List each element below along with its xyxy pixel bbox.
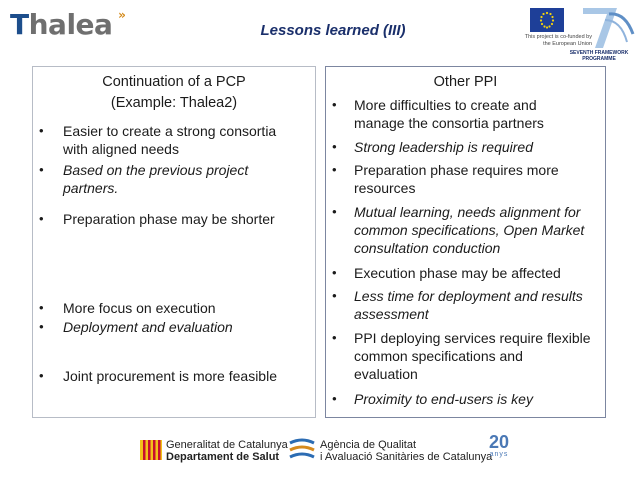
item-line: Execution phase may be affected (354, 265, 561, 281)
item-line: Joint procurement is more feasible (63, 368, 277, 384)
bullet-icon: • (332, 139, 337, 154)
left-bullet-item (39, 318, 311, 336)
aquas-line: Agència de Qualitat (320, 439, 417, 451)
left-heading-line-2: (Example: Thalea2) (110, 95, 238, 111)
item-line: More focus on execution (63, 300, 216, 316)
left-bullet-item (39, 161, 311, 197)
bullet-icon: • (39, 368, 44, 383)
left-panel (32, 66, 316, 418)
right-bullet-item (332, 138, 604, 156)
right-bullet-item (332, 203, 604, 257)
thalea-logo (10, 8, 126, 41)
generalitat-line: Generalitat de Catalunya (166, 439, 288, 451)
generalitat-name (166, 439, 288, 463)
anniversary-label: anys (489, 451, 509, 458)
item-line: consultation conduction (354, 240, 501, 256)
aquas-name (320, 439, 492, 463)
fp7-caption (562, 50, 636, 62)
bullet-icon: • (39, 300, 44, 315)
anniversary-number: 20 (488, 432, 510, 452)
left-bullet-item (39, 299, 311, 317)
bullet-icon: • (39, 162, 44, 177)
fp7-caption-line: PROGRAMME (582, 56, 616, 62)
bullet-icon: • (39, 319, 44, 334)
item-line: common specifications, Open Market (354, 222, 585, 238)
aquas-logo-icon (288, 437, 316, 463)
eu-caption-line: the European Union (543, 41, 592, 47)
generalitat-emblem-icon (140, 440, 162, 460)
item-line: partners. (63, 180, 119, 196)
left-bullet-item (39, 122, 311, 158)
bullet-icon: • (332, 330, 337, 345)
left-bullet-item (39, 210, 311, 228)
item-line: resources (354, 180, 416, 196)
item-line: More difficulties to create and (354, 97, 537, 113)
right-panel (325, 66, 606, 418)
bullet-icon: • (332, 204, 337, 219)
item-line: evaluation (354, 366, 418, 382)
right-bullet-item (332, 329, 604, 383)
bullet-icon: • (39, 123, 44, 138)
bullet-icon: • (332, 288, 337, 303)
right-bullet-item (332, 161, 604, 197)
item-line: assessment (354, 306, 429, 322)
item-line: Mutual learning, needs alignment for (354, 204, 581, 220)
eu-flag-icon (530, 8, 564, 32)
right-bullet-item (332, 390, 604, 408)
item-line: with aligned needs (63, 141, 179, 157)
item-line: Based on the previous project (63, 162, 249, 178)
anniversary-badge (487, 433, 511, 459)
item-line: manage the consortia partners (354, 115, 544, 131)
item-line: Easier to create a strong consortia (63, 123, 277, 139)
right-bullet-item (332, 264, 604, 282)
bullet-icon: • (332, 97, 337, 112)
item-line: PPI deploying services require flexible (354, 330, 591, 346)
bullet-icon: • (332, 162, 337, 177)
item-line: Proximity to end-users is key (354, 391, 533, 407)
bullet-icon: • (39, 211, 44, 226)
logo-initial: T (10, 8, 29, 41)
right-bullet-item (332, 287, 604, 323)
item-line: Preparation phase requires more (354, 162, 559, 178)
right-heading: Other PPI (433, 74, 498, 90)
bullet-icon: • (332, 391, 337, 406)
logo-rest: halea (28, 8, 113, 41)
eu-caption-line: This project is co-funded by (524, 34, 592, 40)
item-line: Deployment and evaluation (63, 319, 233, 335)
generalitat-department: Departament de Salut (166, 451, 280, 463)
item-line: Strong leadership is required (354, 139, 533, 155)
left-heading-line-1: Continuation of a PCP (102, 74, 246, 90)
item-line: common specifications and (354, 348, 523, 364)
aquas-line: i Avaluació Sanitàries de Catalunya (320, 451, 493, 463)
right-bullet-item (332, 96, 604, 132)
item-line: Preparation phase may be shorter (63, 211, 275, 227)
logo-signal-icon: » (118, 8, 126, 22)
fp7-logo-icon (577, 4, 635, 52)
item-line: Less time for deployment and results (354, 288, 583, 304)
left-bullet-item (39, 367, 311, 385)
bullet-icon: • (332, 265, 337, 280)
slide-title: Lessons learned (III) (260, 22, 406, 39)
fp7-caption-line: SEVENTH FRAMEWORK (569, 50, 629, 56)
